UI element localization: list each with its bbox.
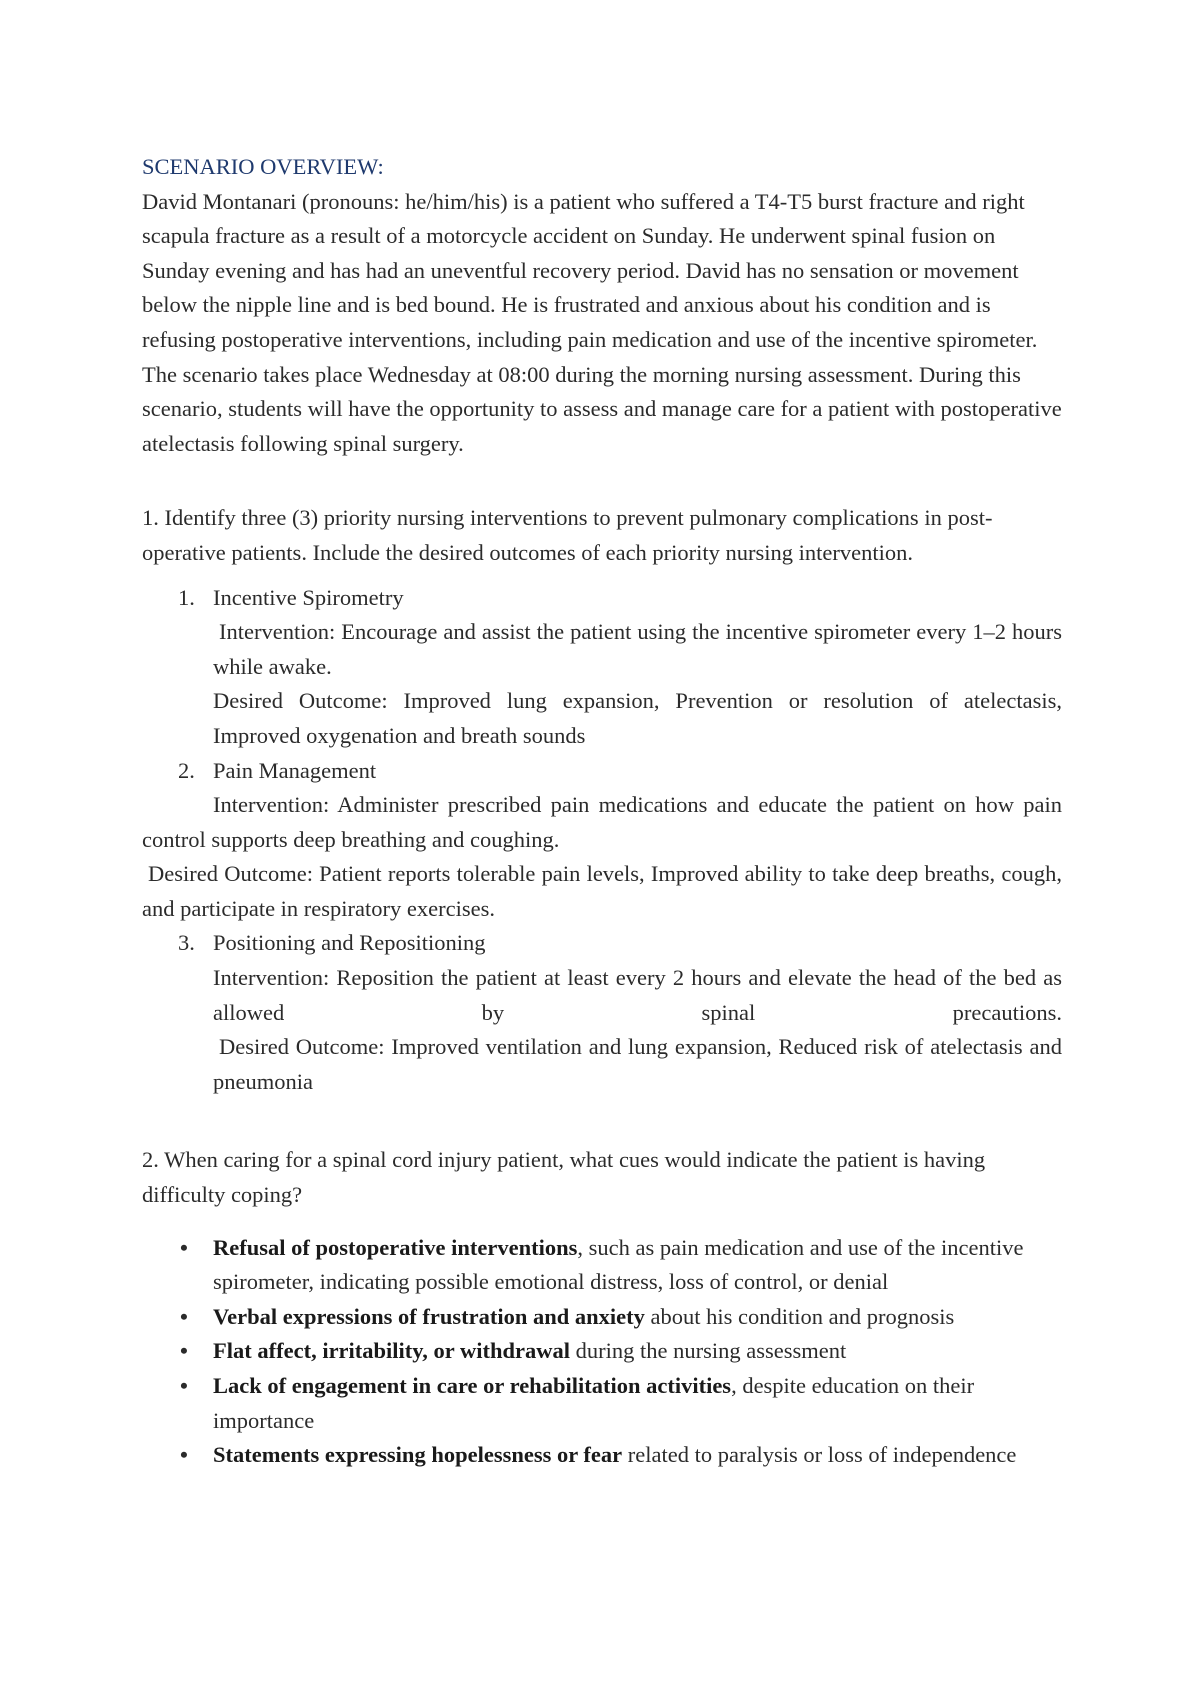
cue-text: related to paralysis or loss of independence <box>622 1442 1017 1468</box>
coping-cues-list <box>142 1231 1062 1473</box>
cue-text: about his condition and prognosis <box>644 1303 955 1329</box>
intervention-title: Positioning and Repositioning <box>213 930 486 956</box>
intervention-item <box>142 581 1062 754</box>
cue-bold-text: Refusal of postoperative interventions <box>213 1234 578 1260</box>
scenario-overview-text: David Montanari (pronouns: he/him/his) is a patient who suffered a T4-T5 burst fracture and right scapula fracture as a result of a motorcycle accident on Sunday. He underwent spinal fusion on Sunday evening and has had an uneventful recovery period. David has no sensation or movement below the nipple line and is bed bound. He is frustrated and anxious about his condition and is refusing postoperative interventions, including pain medication and use of the incentive spirometer. The scenario takes place Wednesday at 08:00 during the morning nursing assessment. During this scenario, students will have the opportunity to assess and manage care for a patient with postoperative atelectasis following spinal surgery. <box>142 188 1062 456</box>
intervention-description: Intervention: Administer prescribed pain medications and educate the patient on how pain control supports deep breathing and coughing. <box>142 792 1062 852</box>
intervention-title: Incentive Spirometry <box>213 584 404 610</box>
cue-bold-text: Flat affect, irritability, or withdrawal <box>213 1338 571 1364</box>
cue-item <box>142 1369 1062 1438</box>
cue-bold-text: Statements expressing hopelessness or fear <box>213 1442 623 1468</box>
intervention-title: Pain Management <box>213 757 377 783</box>
intervention-item <box>142 754 1062 927</box>
intervention-number: 2. <box>178 757 195 783</box>
cue-text: , despite education on their importance <box>213 1373 975 1433</box>
intervention-description: Intervention: Encourage and assist the patient using the incentive spirometer every 1–2 hours while awake. <box>213 619 1062 679</box>
question-1-prompt: 1. Identify three (3) priority nursing interventions to prevent pulmonary complications in post-operative patients. Include the desired outcomes of each priority nursing intervention. <box>142 505 993 565</box>
cue-item <box>142 1438 1062 1473</box>
cue-item <box>142 1334 1062 1369</box>
cue-bold-text: Verbal expressions of frustration and anxiety <box>213 1303 645 1329</box>
interventions-list <box>142 581 1062 1100</box>
cue-text: during the nursing assessment <box>570 1338 847 1364</box>
intervention-outcome: Desired Outcome: Improved ventilation and lung expansion, Reduced risk of atelectasis and pneumonia <box>213 1034 1062 1094</box>
cue-item <box>142 1300 1062 1335</box>
question-2 <box>142 1143 1062 1472</box>
intervention-item <box>142 926 1062 1099</box>
bullet-icon: • <box>180 1373 188 1398</box>
intervention-description: Intervention: Reposition the patient at least every 2 hours and elevate the head of the bed as allowed by spinal precautions. <box>213 965 1062 1025</box>
document-page <box>142 150 1062 1473</box>
bullet-icon: • <box>180 1234 188 1260</box>
bullet-icon: • <box>180 1303 188 1329</box>
cue-text: , such as pain medication and use of the incentive spirometer, indicating possible emotional distress, loss of control, or denial <box>213 1234 1024 1295</box>
intervention-outcome: Desired Outcome: Improved lung expansion, Prevention or resolution of atelectasis, Improved oxygenation and breath sounds <box>213 688 1062 748</box>
cue-item <box>142 1231 1062 1300</box>
question-1 <box>142 501 1062 1099</box>
bullet-icon: • <box>180 1442 188 1468</box>
intervention-outcome: Desired Outcome: Patient reports tolerable pain levels, Improved ability to take deep breaths, cough, and participate in respiratory exercises. <box>142 861 1062 921</box>
cue-bold-text: Lack of engagement in care or rehabilitation activities <box>213 1373 732 1398</box>
intervention-number: 1. <box>178 584 195 610</box>
intervention-number: 3. <box>178 930 195 956</box>
bullet-icon: • <box>180 1338 188 1364</box>
question-2-prompt: 2. When caring for a spinal cord injury patient, what cues would indicate the patient is having difficulty coping? <box>142 1147 986 1208</box>
scenario-overview-heading: SCENARIO OVERVIEW: <box>142 154 384 179</box>
